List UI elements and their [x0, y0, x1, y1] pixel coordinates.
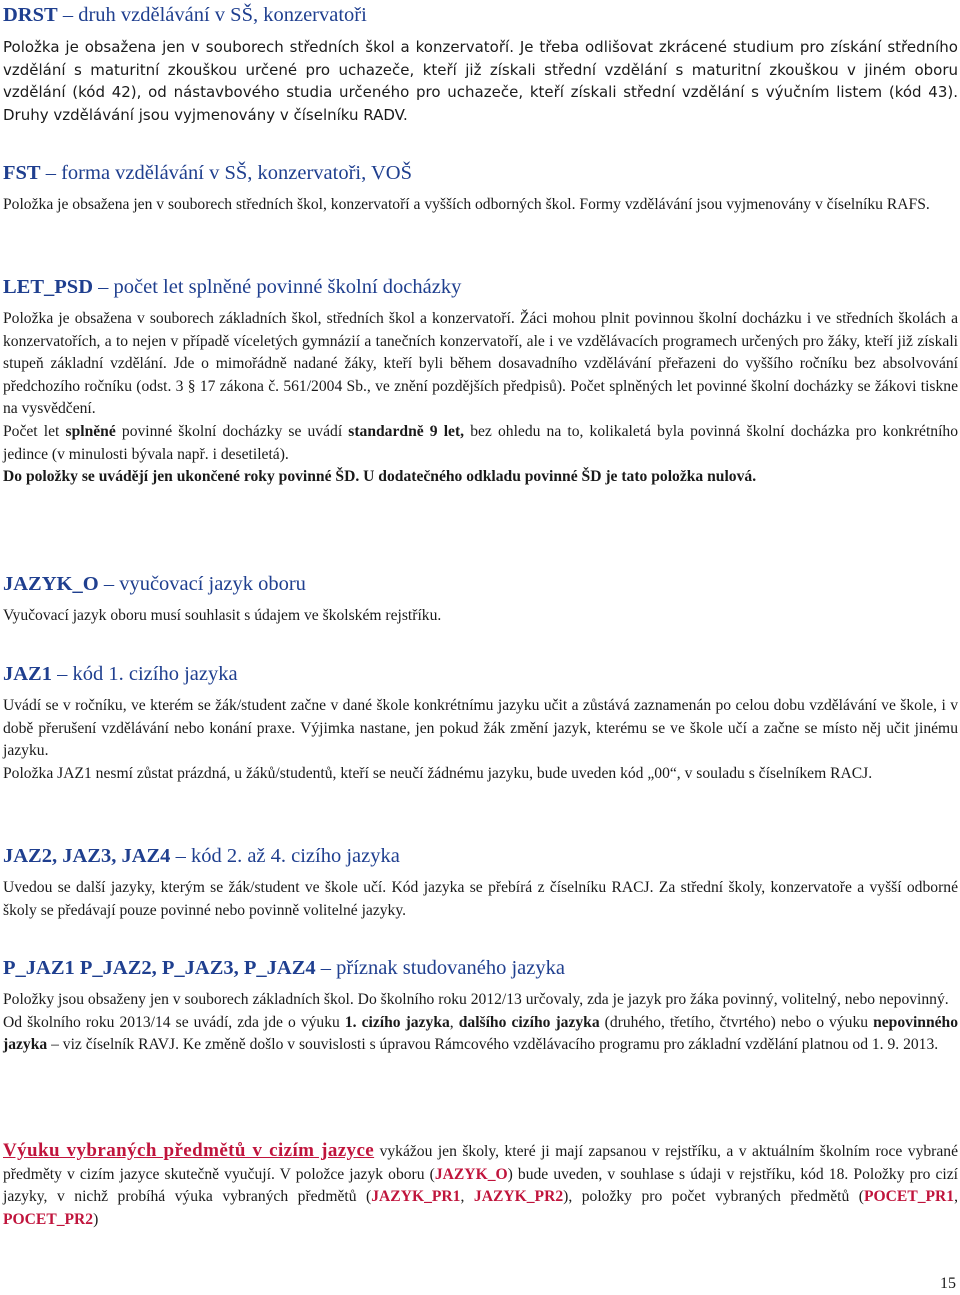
section-drst	[3, 2, 958, 126]
paragraph	[3, 1140, 958, 1231]
paragraph	[3, 421, 958, 466]
code-ref: POCET_PR1	[864, 1188, 955, 1206]
paragraph-bold: Do položky se uvádějí jen ukončené roky povinné ŠD. U dodatečného odkladu povinné ŠD je tato položka nulová.	[3, 468, 757, 486]
text-run: – viz číselník RAVJ. Ke změně došlo v souvislosti s úpravou Rámcového vzdělávacího programu pro základní vzdělání platnou od 1. 9. 2013.	[47, 1036, 939, 1054]
text-run-bold: splněné	[65, 422, 116, 440]
heading-title: kód 1. cizího jazyka	[72, 663, 238, 685]
section-let-psd	[3, 274, 958, 489]
section-heading	[3, 843, 958, 869]
heading-code: FST	[3, 162, 41, 184]
heading-dash: –	[45, 162, 56, 184]
heading-dash: –	[62, 4, 74, 26]
text-run: ,	[954, 1188, 959, 1206]
heading-title: forma vzdělávání v SŠ, konzervatoři, VOŠ	[61, 162, 413, 184]
heading-dash: –	[175, 845, 186, 867]
text-run: ,	[449, 1013, 459, 1031]
text-run-bold: 1. cizího jazyka	[344, 1013, 450, 1031]
section-jazyk-o	[3, 571, 958, 628]
heading-title: počet let splněné povinné školní docházky	[113, 276, 462, 298]
heading-code: P_JAZ1 P_JAZ2, P_JAZ3, P_JAZ4	[3, 957, 316, 979]
heading-code: JAZ2, JAZ3, JAZ4	[3, 845, 171, 867]
heading-code: JAZYK_O	[3, 573, 99, 595]
heading-dash: –	[57, 663, 68, 685]
section-jaz2-4	[3, 843, 958, 922]
heading-title: vyučovací jazyk oboru	[119, 573, 306, 595]
section-heading	[3, 661, 958, 687]
page-number: 15	[940, 1275, 956, 1292]
section-heading	[3, 160, 958, 186]
code-ref: JAZYK_PR2	[473, 1188, 564, 1206]
text-run: povinné školní docházky se uvádí	[115, 422, 349, 440]
heading-title: příznak studovaného jazyka	[336, 957, 565, 979]
text-run-bold: standardně 9 let,	[348, 422, 465, 440]
heading-title: kód 2. až 4. cizího jazyka	[190, 845, 400, 867]
highlight-heading-link[interactable]: Výuku vybraných předmětů v cizím jazyce	[3, 1140, 375, 1161]
text-run: )	[93, 1210, 99, 1228]
code-ref: JAZYK_O	[434, 1165, 508, 1183]
section-heading	[3, 2, 958, 28]
paragraph: Položka je obsažena jen v souborech středních škol a konzervatoří. Je třeba odlišovat zkrácené studium pro získání středního vzdělání s maturitní zkouškou určené pro uchazeče, kteří již získali střední vzdělání s maturitní zkouškou v jiném oboru vzdělání (kód 42), od nástavbového studia určeného pro uchazeče, kteří získali střední vzdělání s výučním listem (kód 43). Druhy vzdělávání jsou vyjmenovány v číselníku RADV.	[3, 38, 958, 124]
text-run: Od školního roku 2013/14 se uvádí, zda jde o výuku	[3, 1013, 345, 1031]
heading-dash: –	[98, 276, 109, 298]
text-run: ), položky pro počet vybraných předmětů (	[563, 1188, 864, 1206]
text-run: bez ohledu na to, kolikaletá byla povinná školní docházka pro konkrétního jedince (v minulosti bývala např. i desetiletá).	[3, 422, 959, 463]
section-heading	[3, 571, 958, 597]
paragraph: Položky jsou obsaženy jen v souborech základních škol. Do školního roku 2012/13 určovaly, zda je jazyk pro žáka povinný, volitelný, nebo nepovinný.	[3, 991, 949, 1008]
heading-code: LET_PSD	[3, 276, 93, 298]
code-ref: POCET_PR2	[3, 1210, 94, 1228]
section-vyuka	[3, 1140, 958, 1231]
text-run: Počet let	[3, 422, 66, 440]
section-heading	[3, 274, 958, 300]
heading-code: JAZ1	[3, 663, 52, 685]
heading-title: druh vzdělávání v SŠ, konzervatoři	[78, 4, 367, 26]
paragraph	[3, 1012, 958, 1057]
heading-code: DRST	[3, 4, 58, 26]
section-fst	[3, 160, 958, 217]
code-ref: JAZYK_PR1	[371, 1188, 461, 1206]
section-p-jaz	[3, 955, 958, 1057]
text-run-bold: dalšího cizího jazyka	[458, 1013, 600, 1031]
section-heading	[3, 955, 958, 981]
paragraph: Uvedou se další jazyky, kterým se žák/student ve škole učí. Kód jazyka se přebírá z číselníku RACJ. Za střední školy, konzervatoře a vyšší odborné školy se předávají pouze povinné nebo povinně volitelné jazyky.	[3, 879, 958, 919]
text-run: (druhého, třetího, čtvrtého) nebo o výuku	[599, 1013, 874, 1031]
text-run: ) bude uveden, v souhlase s údaji v rejstříku, kód 18. Položky pro cizí jazyky, v nichž probíhá výuka vybraných předmětů (	[3, 1165, 958, 1206]
text-run: vykážou jen školy, které ji mají zapsanou v rejstříku, a v aktuálním školním roce vybrané předměty v cizím jazyce skutečně vyučují. V položce jazyk oboru (	[3, 1143, 958, 1183]
paragraph: Uvádí se v ročníku, ve kterém se žák/student začne v dané škole konkrétnímu jazyku učit a zůstává zaznamenán po celou dobu vzdělávání ve škole, i v době přerušení vzdělávání nebo konání praxe. Výjimka nastane, jen pokud žák změní jazyk, kterému se ve škole učí a začne se místo něj učit jinému jazyku.	[3, 697, 958, 760]
paragraph: Položka JAZ1 nesmí zůstat prázdná, u žáků/studentů, kteří se neučí žádnému jazyku, bude uveden kód „00“, v souladu s číselníkem RACJ.	[3, 764, 873, 782]
heading-dash: –	[320, 957, 331, 979]
section-jaz1	[3, 661, 958, 785]
paragraph: Položka je obsažena jen v souborech středních škol, konzervatoří a vyšších odborných škol. Formy vzdělávání jsou vyjmenovány v číselníku RAFS.	[3, 196, 930, 213]
text-run-bold: nepovinného jazyka	[3, 1013, 959, 1054]
heading-dash: –	[103, 573, 115, 595]
paragraph: Položka je obsažena v souborech základních škol, středních škol a konzervatoří. Žáci mohou plnit povinnou školní docházku i ve středních školách a konzervatořích, a to nejen v případě víceletých gymnázií a tanečních konzervatoří, ale i ve vzdělávacích programech určených pro žáky, kteří již získali stupeň základní vzdělání. Jde o mimořádně nadané žáky, kteří byli během dosavadního vzdělávání přeřazeni do vyššího ročníku bez absolvování předchozího ročníku (odst. 3 § 17 zákona č. 561/2004 Sb., ve znění pozdějších předpisů). Počet splněných let povinné školní docházky se žákovi tiskne na vysvědčení.	[3, 310, 958, 418]
paragraph: Vyučovací jazyk oboru musí souhlasit s údajem ve školském rejstříku.	[3, 607, 442, 624]
text-run: ,	[460, 1188, 474, 1206]
